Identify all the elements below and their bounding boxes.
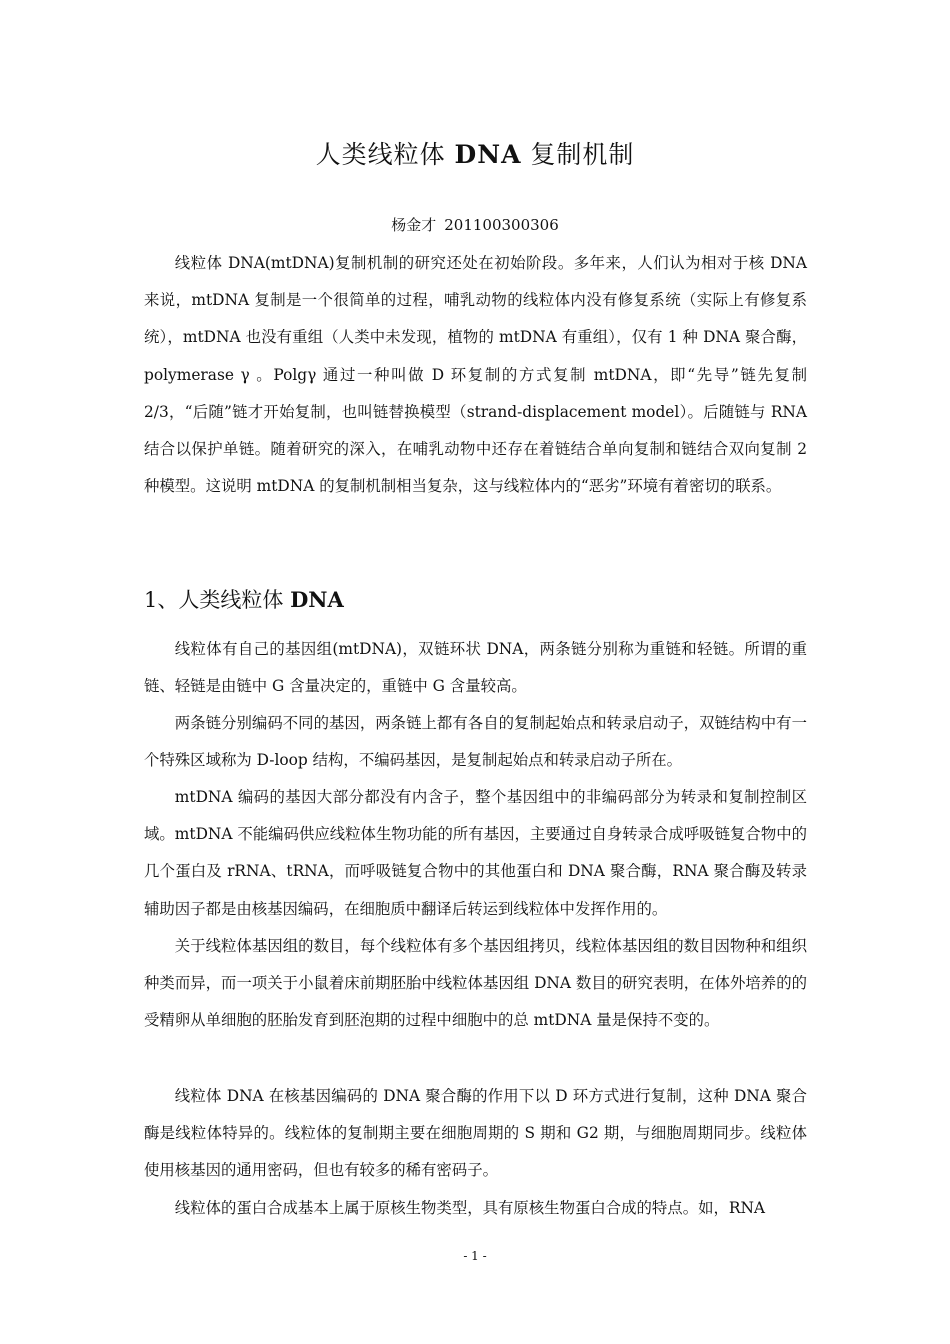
- section-heading-prefix: 1、人类线粒体: [144, 588, 284, 612]
- paragraph: 关于线粒体基因组的数目，每个线粒体有多个基因组拷贝，线粒体基因组的数目因物种和组织种类而异，而一项关于小鼠着床前期胚胎中线粒体基因组 DNA 数目的研究表明，在体外培养的的受精卵从单细胞的胚胎发育到胚泡期的过程中细胞中的总 mtDNA 量是保持不变的。: [144, 937, 807, 1030]
- section-heading: [144, 584, 344, 616]
- author-name: 杨金才: [391, 216, 437, 234]
- paragraph: 线粒体的蛋白合成基本上属于原核生物类型，具有原核生物蛋白合成的特点。如，RNA: [174, 1199, 766, 1217]
- paragraph: mtDNA 编码的基因大部分都没有内含子，整个基因组中的非编码部分为转录和复制控制区域。mtDNA 不能编码供应线粒体生物功能的所有基因，主要通过自身转录合成呼吸链复合物中的几个蛋白及 rRNA、tRNA，而呼吸链复合物中的其他蛋白和 DNA 聚合酶，RNA 聚合酶及转录辅助因子都是由核基因编码，在细胞质中翻译后转运到线粒体中发挥作用的。: [144, 788, 807, 918]
- author-line: [0, 214, 950, 236]
- title-suffix: 复制机制: [530, 140, 635, 169]
- paragraph: 线粒体 DNA 在核基因编码的 DNA 聚合酶的作用下以 D 环方式进行复制，这种 DNA 聚合酶是线粒体特异的。线粒体的复制期主要在细胞周期的 S 期和 G2 期，与细胞周期同步。线粒体使用核基因的通用密码，但也有较多的稀有密码子。: [144, 1087, 807, 1180]
- author-id: 201100300306: [444, 216, 559, 234]
- paragraph: 线粒体有自己的基因组(mtDNA)，双链环状 DNA，两条链分别称为重链和轻链。所谓的重链、轻链是由链中 G 含量决定的，重链中 G 含量较高。: [144, 640, 807, 696]
- intro-paragraph: 线粒体 DNA(mtDNA)复制机制的研究还处在初始阶段。多年来，人们认为相对于核 DNA 来说，mtDNA 复制是一个很简单的过程，哺乳动物的线粒体内没有修复系统（实际上有修复系统），mtDNA 也没有重组（人类中未发现，植物的 mtDNA 有重组），仅有 1 种 DNA 聚合酶，polymerase γ 。Polgγ 通过一种叫做 D 环复制的方式复制 mtDNA，即“先导”链先复制 2/3，“后随”链才开始复制，也叫链替换模型（strand-displacement model）。后随链与 RNA 结合以保护单链。随着研究的深入，在哺乳动物中还存在着链结合单向复制和链结合双向复制 2 种模型。这说明 mtDNA 的复制机制相当复杂，这与线粒体内的“恶劣”环境有着密切的联系。: [144, 254, 807, 496]
- document-title: [0, 138, 950, 172]
- title-prefix: 人类线粒体: [315, 140, 446, 169]
- page-number: - 1 -: [463, 1249, 487, 1263]
- section-heading-bold: DNA: [290, 587, 344, 612]
- title-bold: DNA: [454, 140, 522, 169]
- paragraph: 两条链分别编码不同的基因，两条链上都有各自的复制起始点和转录启动子，双链结构中有一个特殊区域称为 D-loop 结构，不编码基因，是复制起始点和转录启动子所在。: [144, 714, 807, 770]
